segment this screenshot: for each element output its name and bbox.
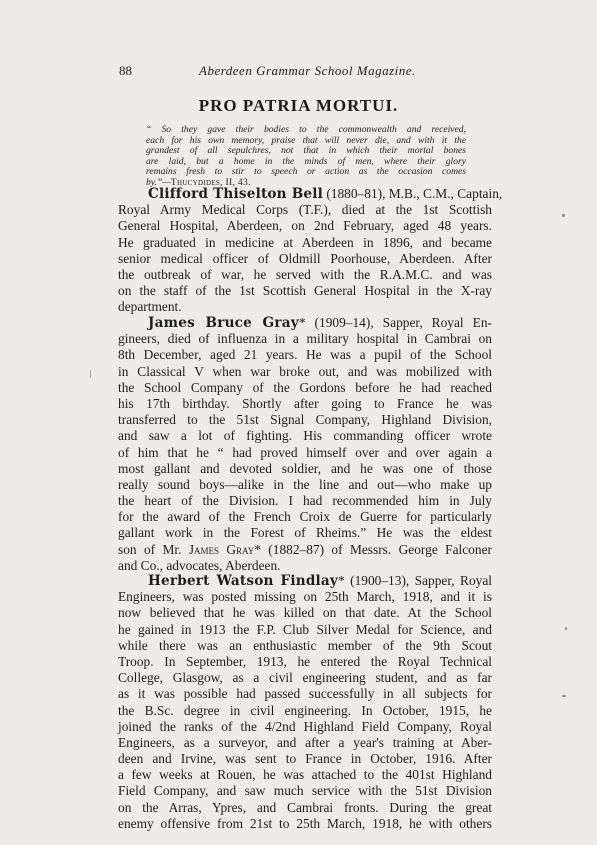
entry-first-line	[118, 315, 492, 331]
entry-line: while there was an enthusiastic member of the 9th Scout	[118, 637, 492, 653]
entry-first-line	[118, 186, 503, 202]
section-title: PRO PATRIA MORTUI.	[198, 96, 399, 115]
entry-line: Royal Army Medical Corps (T.F.), died at the 1st Scottish	[118, 202, 492, 218]
entry-line: his 17th birthday. Shortly after going to France he was	[118, 395, 492, 411]
entry-line: on the staff of the 1st Scottish General Hospital in the X-ray	[118, 283, 492, 299]
entry-line: now believed that he was killed on that date. At the School	[118, 605, 492, 621]
entry-line: the B.Sc. degree in civil engineering. In October, 1915, he	[118, 702, 492, 718]
entry-line: as it was possible had passed successfully in all subjects for	[118, 686, 492, 702]
entry-line: transferred to the 51st Signal Company, Highland Division,	[118, 412, 492, 428]
running-title: Aberdeen Grammar School Magazine.	[199, 63, 416, 78]
epigraph-end-text: by.”—	[146, 176, 171, 188]
paper-speck	[90, 370, 91, 378]
entry-line: a few weeks at Rouen, he was attached to the 401st Highland	[118, 767, 492, 783]
entry-first-text: * (1909–14), Sapper, Royal En-	[298, 315, 492, 330]
entry-line: Field Company, and saw much service with the 51st Division	[118, 783, 492, 799]
page-header	[119, 63, 479, 79]
entry-line: most gallant and devoted soldier, and he was one of those	[118, 460, 492, 476]
entry-first-text: (1880–81), M.B., C.M., Captain,	[322, 186, 503, 201]
epigraph-line: grandest of all sepulchres, not that in which their mortal bones	[146, 145, 466, 157]
obituary-entry	[118, 573, 492, 832]
entry-line: Troop. In September, 1913, he entered the Royal Technical	[118, 653, 492, 669]
entry-line: for the award of the French Croix de Guerre for particularly	[118, 509, 492, 525]
paper-speck	[565, 627, 567, 630]
entry-line: General Hospital, Aberdeen, on 2nd February, aged 48 years.	[118, 218, 492, 234]
entry-first-line	[118, 573, 492, 589]
paper-speck	[562, 214, 565, 217]
epigraph-line: are laid, but a home in the minds of men, where their glory	[146, 155, 466, 167]
entry-line: senior medical officer of Oldmill Poorhouse, Aberdeen. After	[118, 250, 492, 266]
entry-line: gallant work in the Forest of Rheims.” He was the eldest	[118, 525, 492, 541]
entry-line: the outbreak of war, he served with the R.A.M.C. and was	[118, 266, 492, 282]
page-number: 88	[119, 63, 132, 78]
obituary-entry	[118, 315, 492, 574]
entry-line: 8th December, aged 21 years. He was a pupil of the School	[118, 347, 492, 363]
entry-line: the School Company of the Gordons before he had reached	[118, 379, 492, 395]
entry-text: * (1882–87) of Messrs. George Falconer	[254, 541, 492, 557]
entry-father-name: James Gray	[188, 541, 255, 557]
entry-line: enemy offensive from 21st to 25th March, 1918, he with others	[118, 815, 492, 831]
epigraph-line: each for his own memory, praise that will never die, and with it the	[146, 134, 466, 146]
entry-line: he gained in 1913 the F.P. Club Silver Medal for Science, and	[118, 621, 492, 637]
entry-text: son of Mr.	[118, 541, 189, 557]
entry-line: College, Glasgow, as a civil engineering student, and as far	[118, 670, 492, 686]
entry-line: on the Arras, Ypres, and Cambrai fronts. During the great	[118, 799, 492, 815]
paper-speck	[562, 695, 566, 697]
entry-name: James Bruce Gray	[148, 315, 299, 331]
entry-line: deen and Irvine, was sent to France in October, 1916. After	[118, 751, 492, 767]
obituary-entry	[118, 186, 503, 316]
epigraph-line: remains fresh to stir to speech or action as the occasion comes	[146, 166, 466, 178]
entry-name: Clifford Thiselton Bell	[148, 186, 323, 202]
entry-line: really sound boys—alike in the line and out—who make up	[118, 476, 492, 492]
entry-line: of him that he “ had proved himself over and over again a	[118, 444, 492, 460]
entry-line: He graduated in medicine at Aberdeen in 1896, and became	[118, 234, 492, 250]
entry-line: gineers, died of influenza in a military hospital in Cambrai on	[118, 331, 492, 347]
entry-line: the heart of the Division. I had recommended him in July	[118, 493, 492, 509]
entry-line: in Classical V when war broke out, and was mobilized with	[118, 363, 492, 379]
entry-line: and saw a lot of fighting. His commanding officer wrote	[118, 428, 492, 444]
epigraph-source: Thucydides, II, 43.	[170, 176, 251, 188]
entry-line: Engineers, as a surveyor, and after a year's training at Aber-	[118, 734, 492, 750]
entry-name: Herbert Watson Findlay	[148, 573, 339, 589]
entry-line: joined the ranks of the 4/2nd Highland Field Company, Royal	[118, 718, 492, 734]
epigraph-quote	[146, 125, 466, 189]
entry-first-text: * (1900–13), Sapper, Royal	[338, 573, 493, 588]
entry-line: department.	[118, 299, 182, 315]
entry-line: and Co., advocates, Aberdeen.	[118, 557, 281, 573]
entry-line	[118, 542, 492, 558]
entry-line: Engineers, was posted missing on 25th March, 1918, and it is	[118, 589, 492, 605]
epigraph-line: “ So they gave their bodies to the commonwealth and received,	[146, 124, 466, 135]
